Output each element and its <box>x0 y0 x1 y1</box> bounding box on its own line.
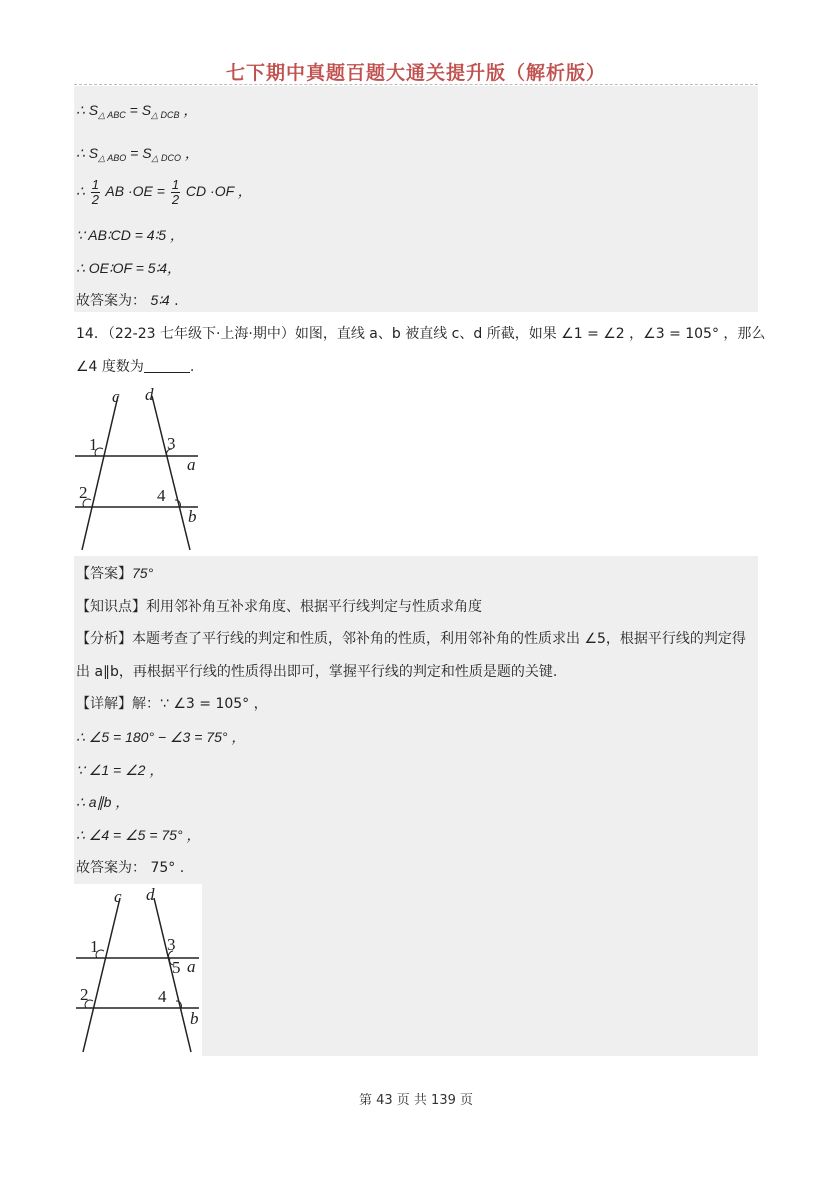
line-d <box>152 396 190 550</box>
label-4: 4 <box>157 486 166 505</box>
analysis-line-2: 出 a∥b，再根据平行线的性质得出即可，掌握平行线的判定和性质是题的关键. <box>76 664 558 680</box>
label-4: 4 <box>158 987 167 1006</box>
question-text: 如图，直线 a、b 被直线 c、d 所截，如果 ∠1 = ∠2 ，∠3 = 105° ，那么 <box>294 326 766 342</box>
knowledge-line: 【知识点】利用邻补角互补求角度、根据平行线判定与性质求角度 <box>76 599 482 615</box>
figure-question <box>72 382 202 554</box>
line-c <box>82 396 118 550</box>
question-line-2: ∠4 度数为 . <box>76 359 195 375</box>
label-5: 5 <box>172 958 181 977</box>
label-3: 3 <box>167 935 176 954</box>
label-a: a <box>187 455 196 474</box>
label-c: c <box>114 887 122 906</box>
label-3: 3 <box>167 434 176 453</box>
prev-step-4: ∵ AB∶CD = 4∶5 ， <box>76 227 184 243</box>
label-d: d <box>145 385 154 404</box>
label-2: 2 <box>80 985 89 1004</box>
prev-answer: 故答案为： 5∶4 . <box>76 292 179 309</box>
prev-step-3: ∴ $\frac{1}{2}$ AB ·OE = $\frac{1}{2}$ CD ·OF ， <box>76 177 252 207</box>
label-c: c <box>112 387 120 406</box>
page-header-title: 七下期中真题百题大通关提升版（解析版） <box>225 62 606 84</box>
label-b: b <box>188 507 197 526</box>
question-source: （22-23 七年级下·上海·期中） <box>107 326 295 342</box>
detail-step-4: ∴ ∠4 = ∠5 = 75° ， <box>76 827 201 843</box>
detail-step-3: ∴ a∥b ， <box>76 794 130 810</box>
analysis-line-1: 【分析】本题考查了平行线的判定和性质，邻补角的性质，利用邻补角的性质求出 ∠5，根据平行线的判定得 <box>76 631 746 647</box>
final-answer: 故答案为： 75° . <box>76 860 185 876</box>
label-a: a <box>187 957 196 976</box>
detail-step-1: ∴ ∠5 = 180° − ∠3 = 75° ， <box>76 729 246 745</box>
prev-step-1: ∴ $S_{\triangle ABC} = S_{\triangle DCB}$ ， <box>76 102 198 120</box>
answer-value: 75° <box>132 565 154 581</box>
prev-step-2: ∴ $S_{\triangle ABO} = S_{\triangle DCO}$ ， <box>76 145 199 163</box>
answer-label: 【答案】 <box>76 566 132 582</box>
figure-solution <box>74 884 202 1056</box>
question-line-1: 14．（22-23 七年级下·上海·期中）如图，直线 a、b 被直线 c、d 所截，如果 ∠1 = ∠2 ，∠3 = 105° ，那么 <box>76 326 766 342</box>
question-number: 14 <box>76 326 94 342</box>
answer-blank <box>144 360 190 373</box>
page-footer: 第 43 页 共 139 页 <box>358 1093 474 1108</box>
prev-step-5: ∴ OE∶OF = 5∶4， <box>76 260 182 276</box>
label-1: 1 <box>90 937 99 956</box>
answer-line <box>76 563 153 583</box>
detail-step-2: ∵ ∠1 = ∠2 ， <box>76 762 164 778</box>
detail-line: 【详解】解：∵ ∠3 = 105° ， <box>76 696 268 712</box>
line-c <box>83 898 120 1052</box>
header-divider <box>74 84 758 85</box>
label-1: 1 <box>89 435 98 454</box>
label-2: 2 <box>79 483 88 502</box>
label-d: d <box>146 885 155 904</box>
label-b: b <box>190 1009 199 1028</box>
